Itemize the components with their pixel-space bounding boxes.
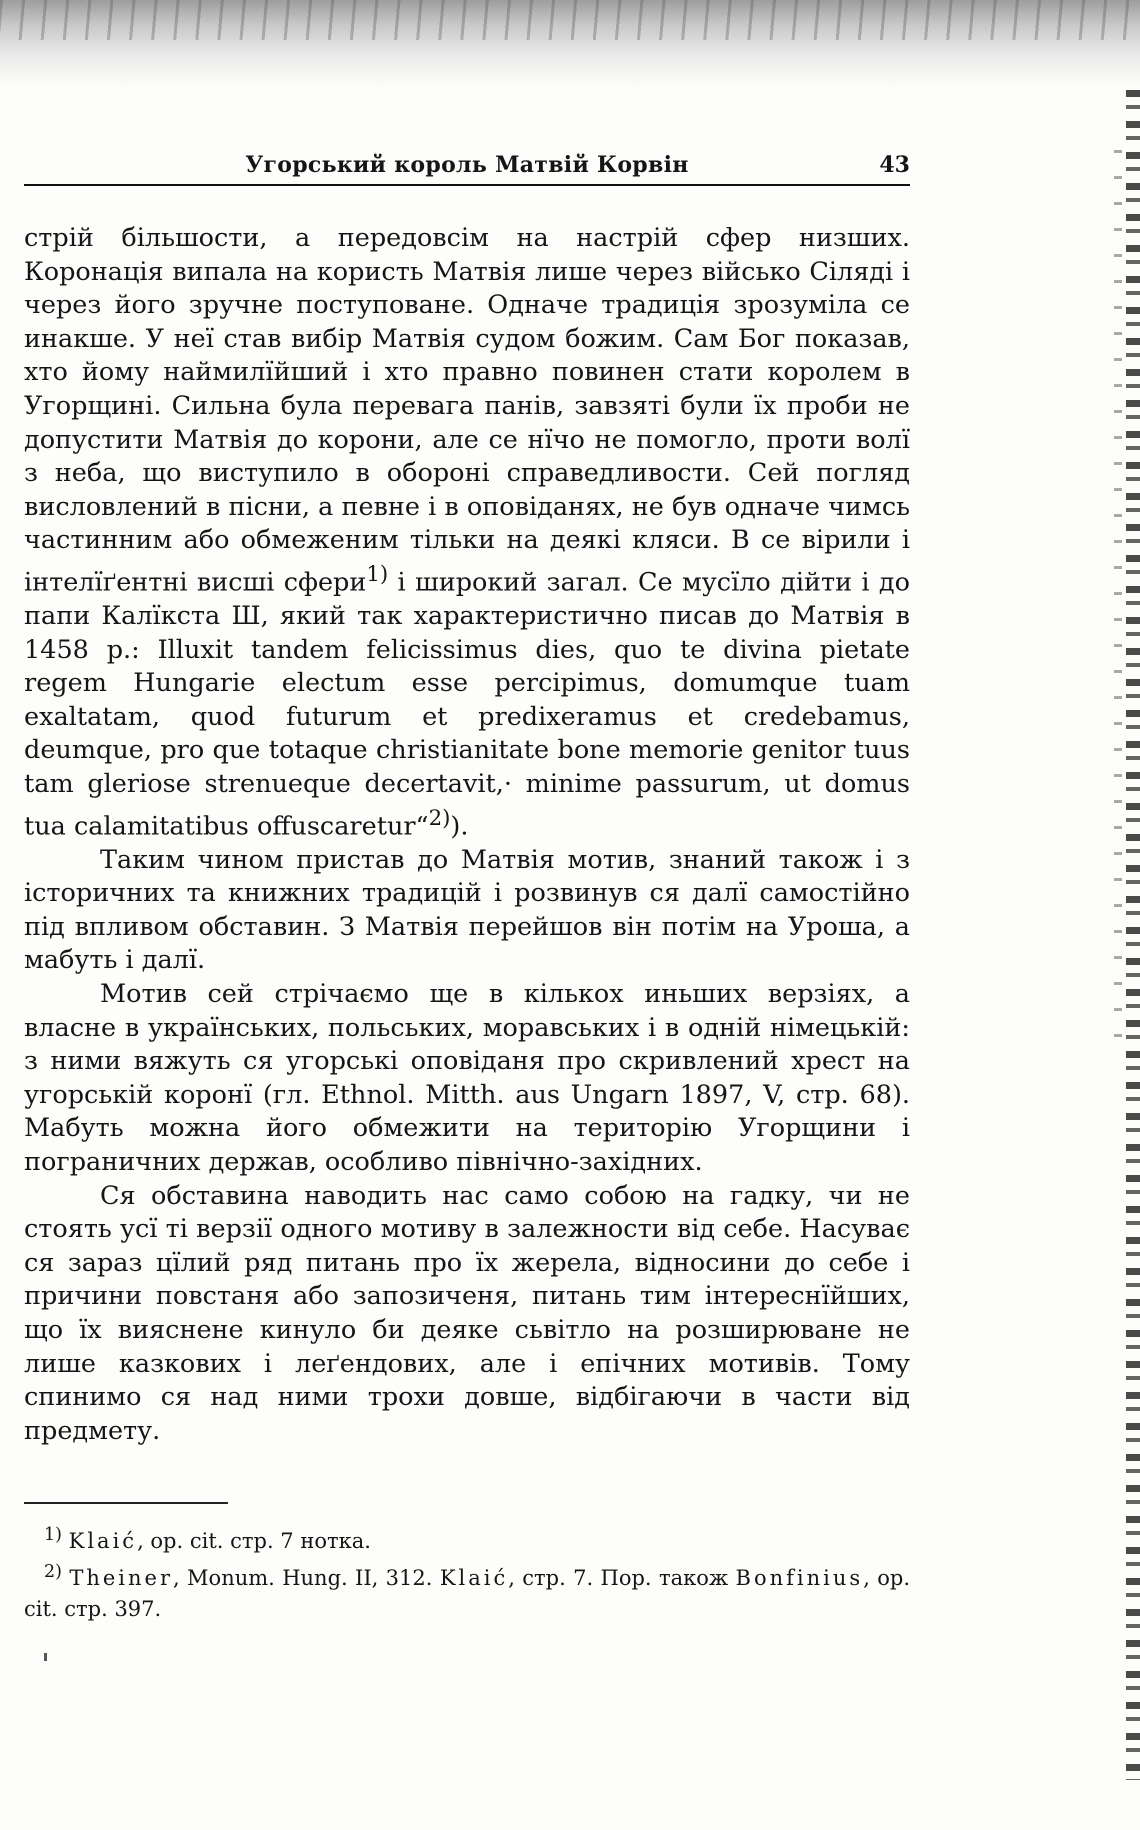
running-header bbox=[24, 148, 910, 186]
page-top-damage bbox=[0, 0, 1140, 88]
paragraph-1-end: ). bbox=[450, 811, 469, 842]
paragraph-1 bbox=[24, 222, 910, 844]
footnote-2-author-2: Klaić bbox=[439, 1566, 509, 1590]
footnote-1-mark: 1) bbox=[44, 1525, 62, 1545]
paragraph-3: Мотив сей стрічаємо ще в кількох иньших верзіях, а власне в українських, польських, моравських і в одній німецькій: з ними вяжуть ся угорські оповіданя про скривлений хрест на угорській коронї (гл. Ethnol. Mitth. aus Ungarn 1897, V, стр. 68). Мабуть можна його обмежити на територію Угорщини і пограничних держав, особливо північно-західних. bbox=[24, 979, 910, 1178]
footnote-divider bbox=[24, 1502, 228, 1504]
footnote-1-author: Klaić bbox=[68, 1529, 138, 1553]
footnote-1 bbox=[24, 1520, 910, 1557]
running-title: Угорський король Матвій Корвін bbox=[245, 152, 689, 178]
page-number: 43 bbox=[879, 152, 910, 178]
paragraph-1-tail: і широкий загал. Се мусїло дійти і до папи Калїкста Ш, який так характеристично писав до Матвія в 1458 р.: Illuxit tandem felicissimus dies, quo te divina pietate regem Hungarie electum esse percipimus, domumque tuam exaltatam, quod futurum et predixeramus et credebamus, deumque, pro que totaque christianitate bone memorie genitor tuus tam gleriose strenueque decertavit,· minime passurum, ut domus tua calamitatibus offuscaretur“ bbox=[24, 567, 910, 842]
scan-edge-noise bbox=[1114, 150, 1122, 1050]
paragraph-4: Ся обставина наводить нас само собою на гадку, чи не стоять усї ті верзії одного мотиву в залежности від себе. Насуває ся зараз цїлий ряд питань про їх жерела, відносини до себе і причини повстаня або запозиченя, питань тим інтереснїйших, що їх вияснене кинуло би деяке сьвітло на розширюване не лише казкових і леґендових, але і епічних мотивів. Тому спинимо ся над ними трохи довше, відбігаючи в части від предмету. bbox=[24, 1180, 910, 1446]
footnote-2-author-3: Bonfinius bbox=[735, 1566, 864, 1590]
footnote-ref-2: 2) bbox=[428, 805, 451, 831]
footnote-2-author: Theiner bbox=[69, 1566, 174, 1590]
footnote-2-mark: 2) bbox=[44, 1562, 62, 1582]
footnote-2-text-3: , op. cit. стр. 397. bbox=[24, 1566, 910, 1621]
footnotes bbox=[24, 1520, 910, 1625]
main-text bbox=[24, 222, 910, 1448]
stray-ink-mark bbox=[44, 1653, 47, 1661]
footnote-2-text-2: , стр. 7. Пор. також bbox=[508, 1566, 736, 1590]
footnote-1-text: , op. cit. стр. 7 нотка. bbox=[137, 1529, 371, 1553]
paragraph-2: Таким чином пристав до Матвія мотив, знаний також і з історичних та книжних традицій і розвинув ся далї самостійно під впливом обставин. З Матвія перейшов він потім на Уроша, а мабуть і далї. bbox=[24, 844, 910, 976]
footnote-2-text: , Monum. Hung. II, 312. bbox=[173, 1566, 440, 1590]
paragraph-1-text: стрій більшости, а передовсім на настрій сфер низших. Коронація випала на користь Матвія лише через військо Сіляді і через його зручне поступоване. Одначе традиція зрозуміла се инакше. У неї став вибір Матвія судом божим. Сам Бог показав, хто йому наймилїйший і хто правно повинен стати королем в Угорщині. Сильна була перевага панів, завзяті були їх проби не допустити Матвія до корони, але се нїчо не помогло, проти волї з неба, що виступило в обороні справедливости. Сей погляд висловлений в пісни, а певне і в оповіданях, не був одначе чимсь частинним або обмеженим тільки на деякі кляси. В се вірили і інтелїґентні висші сфери bbox=[24, 223, 910, 598]
footnote-ref-1: 1) bbox=[366, 561, 389, 587]
footnote-2 bbox=[24, 1557, 910, 1625]
scan-edge-artifact bbox=[1126, 90, 1140, 1780]
